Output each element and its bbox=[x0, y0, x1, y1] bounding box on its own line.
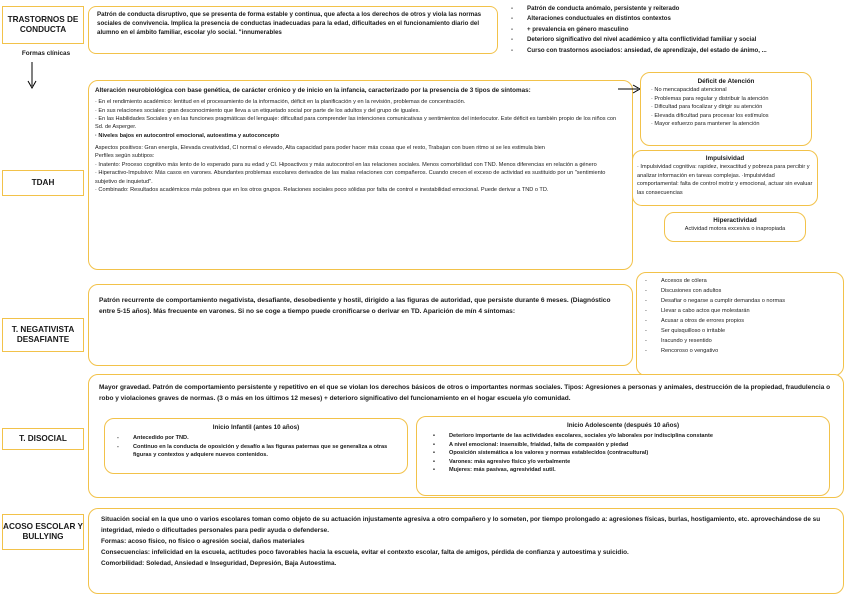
tdah-point: · En las Habilidades Sociales y en las funciones pragmáticas del lenguaje: dificultad para comprender las intenciones comunicativas y sentimientos del interlocutor. Este déficit es también propio de los niños con Sd. de Asperger. bbox=[95, 115, 617, 131]
list-item: - Alteraciones conductuales en distintos contextos bbox=[505, 14, 847, 24]
tdah-aspects bbox=[95, 144, 626, 194]
acoso-formas: Formas: acoso físico, no físico o agresión social, daños materiales bbox=[101, 537, 305, 545]
deficit-atencion-box bbox=[640, 72, 812, 146]
list-item: • Deterioro importante de las actividades escolares, sociales y/o laborales por indisciplina constante bbox=[423, 432, 823, 440]
conducta-traits-list bbox=[505, 4, 847, 56]
deficit-item: · Dificultad para focalizar y dirigir su atención bbox=[651, 104, 763, 111]
infantil-title: Inicio Infantil (antes 10 años) bbox=[212, 424, 300, 431]
section-label-text: ACOSO ESCOLAR Y BULLYING bbox=[3, 521, 83, 541]
tdah-aspects-text: Aspectos positivos: Gran energía, Elevada creatividad, CI normal o elevado, Alta capacidad para poder hacer más cosas que el resto, Trabajan con buen ritmo si se les estimula bien bbox=[95, 145, 545, 152]
list-item: - Ser quisquilloso o irritable bbox=[639, 327, 841, 337]
list-item: - Accesos de cólera bbox=[639, 277, 841, 287]
tdah-profile: · Inatento: Proceso cognitivo más lento de lo esperado para su edad y CI. Hipoactivos y más autocontrol en las relaciones sociales. Menos comorbilidad con TND. Menos diferencias en relación a género bbox=[95, 161, 597, 168]
list-item: - Llevar a cabo actos que molestarán bbox=[639, 307, 841, 317]
deficit-title: Déficit de Atención bbox=[697, 78, 755, 85]
conducta-definition-box bbox=[88, 6, 498, 54]
deficit-item: · Problemas para regular y distribuir la atención bbox=[651, 95, 769, 102]
list-item: - Patrón de conducta anómalo, persistente y reiterado bbox=[505, 4, 847, 14]
acoso-consecuencias: Consecuencias: infelicidad en la escuela, actitudes poco favorables hacia la escuela, evitar el contexto escolar, falta de amigos, pérdida de confianza y autoestima y suicidio. bbox=[101, 548, 629, 556]
tdah-title: Alteración neurobiológica con base genética, de carácter crónico y de inicio en la infancia, caracterizado por la presencia de 3 tipos de síntomas: bbox=[95, 87, 531, 94]
hiperactividad-text: Actividad motora excesiva o inapropiada bbox=[684, 226, 786, 233]
section-label-text: T. DISOCIAL bbox=[19, 433, 67, 443]
list-item: - + prevalencia en género masculino bbox=[505, 25, 847, 35]
disocial-definition: Mayor gravedad. Patrón de comportamiento persistente y repetitivo en el que se violan los derechos básicos de otros o importantes normas sociales. Tipos: Agresiones a personas y animales, destrucción de la propiedad, fraudulencia o robo y violaciones graves de normas. (3 o más en los últimos 12 meses) + deterioro significativo del funcionamiento en el hogar escuela y/o comunidad. bbox=[99, 384, 831, 403]
tdah-main-box bbox=[88, 80, 633, 270]
acoso-comorbilidad: Comorbilidad: Soledad, Ansiedad e Inseguridad, Depresión, Baja Autoestima. bbox=[101, 559, 337, 567]
hiperactividad-title: Hiperactividad bbox=[713, 217, 757, 224]
deficit-item: · No mencapacidad atencional bbox=[651, 87, 727, 94]
list-item: • Mujeres: más pasivas, agresividad sutil. bbox=[423, 466, 823, 474]
deficit-item: · Mayor esfuerzo para mantener la atención bbox=[651, 121, 760, 127]
tnd-definition: Patrón recurrente de comportamiento negativista, desafiante, desobediente y hostil, dirigido a las figuras de autoridad, que persiste durante 6 meses. (Diagnóstico entre 5-15 años). Más frecuente en varones. Si no se coge a tiempo puede cronificarse o derivar en TD. Aparición de mín 4 síntomas: bbox=[99, 297, 611, 316]
inicio-adolescente-box bbox=[416, 416, 830, 496]
tdah-profiles-title: Perfiles según subtipos: bbox=[95, 153, 155, 160]
acoso-definition: Situación social en la que uno o varios escolares toman como objeto de su actuación injustamente agresiva a otro compañero y lo someten, por tiempo prolongado a: agresiones físicas, burlas, hostigamiento, etc. aprovechándose de su integridad, miedo o dificultades personales para pedir ayuda o defenderse. bbox=[101, 516, 821, 534]
deficit-item: · Elevada dificultad para procesar los estímulos bbox=[651, 112, 769, 119]
list-item: - Continuo en la conducta de oposición y desafío a las figuras paternas que se generaliza a otras figuras y contextos y adquiere nuevos contenidos. bbox=[111, 443, 401, 460]
tdah-profile: · Combinado: Resultados académicos más pobres que en los otros grupos. Relaciones sociales poco sólidas por falta de control e inestabilidad emocional. Puede derivar a TND o TD. bbox=[95, 187, 549, 194]
tdah-profile: · Hiperactivo-Impulsivo: Más casos en varones. Abundantes problemas escolares derivados de las malas relaciones con compañeros. Cuando crecen el exceso de actividad es sustituido por un "sentimiento subjetivo de inquietud". bbox=[95, 170, 606, 185]
acoso-box bbox=[88, 508, 844, 594]
section-label-text: TDAH bbox=[31, 177, 55, 187]
section-label-acoso bbox=[2, 514, 84, 550]
infantil-list bbox=[111, 434, 401, 459]
hiperactividad-box bbox=[664, 212, 806, 242]
list-item: - Deterioro significativo del nivel académico y alta conflictividad familiar y social bbox=[505, 35, 847, 45]
list-item: - Desafiar o negarse a cumplir demandas o normas bbox=[639, 297, 841, 307]
adolescente-title: Inicio Adolescente (después 10 años) bbox=[566, 422, 680, 429]
section-label-disocial bbox=[2, 428, 84, 450]
adolescente-list bbox=[423, 432, 823, 474]
formas-clinicas-label: Formas clínicas bbox=[21, 50, 71, 57]
section-label-conducta bbox=[2, 6, 84, 44]
list-item: - Iracundo y resentido bbox=[639, 337, 841, 347]
down-arrow-icon bbox=[26, 62, 38, 90]
tdah-points bbox=[95, 98, 626, 140]
section-label-tnd bbox=[2, 318, 84, 352]
section-label-text: TRASTORNOS DE CONDUCTA bbox=[7, 14, 79, 34]
list-item: • Oposición sistemática a los valores y normas establecidos (contracultural) bbox=[423, 449, 823, 457]
list-item: - Antecedido por TND. bbox=[111, 434, 401, 442]
impulsividad-text: · Impulsividad cognitiva: rapidez, inexactitud y pobreza para percibir y analizar información en tareas complejas. ·Impulsividad comportamental: falta de control motriz y emocional, actuar sin evaluar las consecuencias bbox=[637, 164, 813, 196]
tnd-symptoms-box bbox=[636, 272, 844, 376]
list-item: - Rencoroso o vengativo bbox=[639, 347, 841, 357]
tnd-symptoms-list bbox=[639, 277, 841, 357]
list-item: - Acusar a otros de errores propios bbox=[639, 317, 841, 327]
tdah-point: · En el rendimiento académico: lentitud en el procesamiento de la información, déficit en la planificación y en la revisión, problemas de concentración. bbox=[95, 99, 466, 106]
tdah-point: · En sus relaciones sociales: gran desconocimiento que lleva a un etiquetado social por parte de los adultos y del grupo de iguales. bbox=[95, 107, 420, 114]
right-arrow-icon bbox=[618, 84, 642, 94]
conducta-definition: Patrón de conducta disruptivo, que se presenta de forma estable y continua, que afecta a los derechos de otros y viola las normas sociales de convivencia. Implica la presencia de conductas inadecuadas para la edad, dificultades en el funcionamiento diario del alumno en el ámbito familiar, escolar y/o social. "innumerables bbox=[97, 11, 482, 36]
section-label-tdah bbox=[2, 170, 84, 196]
list-item: • Varones: más agresivo físico y/o verbalmente bbox=[423, 458, 823, 466]
tnd-definition-box bbox=[88, 284, 633, 366]
impulsividad-box bbox=[632, 150, 818, 206]
impulsividad-title: Impulsividad bbox=[705, 155, 745, 162]
list-item: • A nivel emocional: insensible, frialdad, falta de compasión y piedad bbox=[423, 441, 823, 449]
section-label-text: T. NEGATIVISTA DESAFIANTE bbox=[11, 324, 75, 344]
list-item: - Discusiones con adultos bbox=[639, 287, 841, 297]
tdah-point: · Niveles bajos en autocontrol emocional, autoestima y autoconcepto bbox=[95, 132, 280, 139]
list-item: - Curso con trastornos asociados: ansiedad, de aprendizaje, del estado de ánimo, ... bbox=[505, 46, 847, 56]
inicio-infantil-box bbox=[104, 418, 408, 474]
